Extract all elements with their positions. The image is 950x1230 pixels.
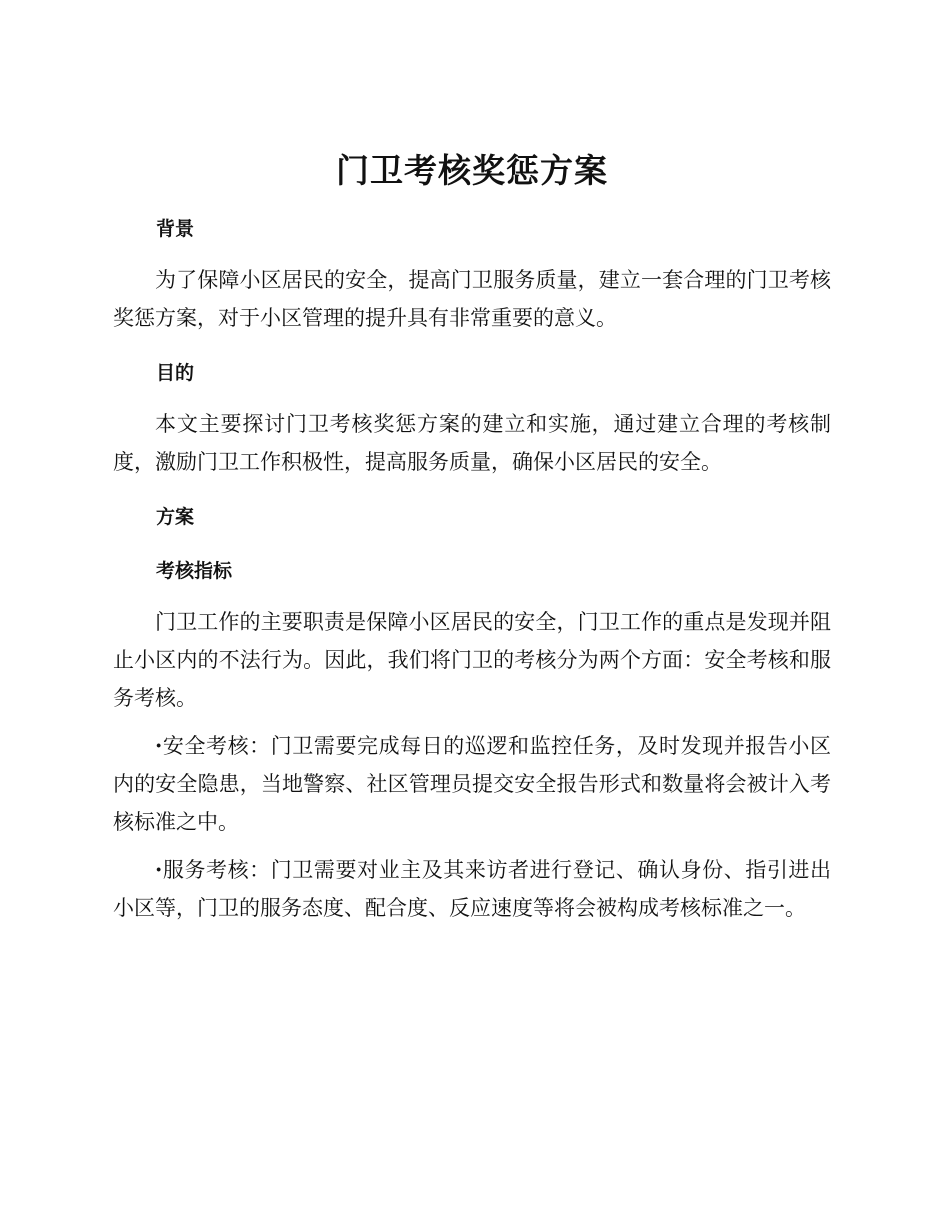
background-paragraph: 为了保障小区居民的安全，提高门卫服务质量，建立一套合理的门卫考核奖惩方案，对于小区管理的提升具有非常重要的意义。 (113, 268, 831, 330)
list-item-text: 服务考核：门卫需要对业主及其来访者进行登记、确认身份、指引进出小区等，门卫的服务态度、配合度、反应速度等将会被构成考核标准之一。 (113, 858, 831, 920)
bullet-dot-icon: · (155, 857, 163, 882)
spacer (113, 197, 831, 207)
indicators-paragraph: 门卫工作的主要职责是保障小区居民的安全，门卫工作的重点是发现并阻止小区内的不法行为。因此，我们将门卫的考核分为两个方面：安全考核和服务考核。 (113, 610, 831, 710)
spacer (113, 593, 831, 603)
list-item-safety-assessment (113, 727, 831, 841)
document-title: 门卫考核奖惩方案 (336, 151, 608, 190)
document-page (113, 145, 831, 927)
section-heading-indicators: 考核指标 (156, 560, 233, 582)
list-item-service-assessment (113, 851, 831, 927)
spacer (113, 481, 831, 495)
bullet-dot-icon: · (155, 733, 163, 758)
purpose-paragraph: 本文主要探讨门卫考核奖惩方案的建立和实施，通过建立合理的考核制度，激励门卫工作积极性，提高服务质量，确保小区居民的安全。 (113, 412, 831, 474)
spacer (113, 337, 831, 351)
spacer (113, 251, 831, 261)
spacer (113, 539, 831, 549)
spacer (113, 395, 831, 405)
list-item-text: 安全考核：门卫需要完成每日的巡逻和监控任务，及时发现并报告小区内的安全隐患，当地警察、社区管理员提交安全报告形式和数量将会被计入考核标准之中。 (113, 734, 831, 834)
section-heading-background: 背景 (156, 218, 195, 240)
spacer (113, 717, 831, 727)
spacer (113, 841, 831, 851)
section-heading-purpose: 目的 (156, 362, 195, 384)
section-heading-plan: 方案 (156, 506, 195, 528)
